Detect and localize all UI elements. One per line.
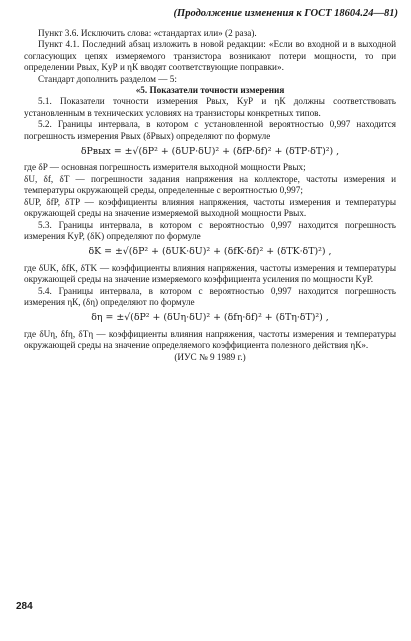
paragraph: Стандарт дополнить разделом — 5: xyxy=(38,73,177,84)
document-body xyxy=(24,28,396,363)
paragraph: где δP — основная погрешность измерителя выходной мощности Pвых; xyxy=(24,162,306,173)
paragraph: 5.3. Границы интервала, в котором с вероятностью 0,997 находится погрешность измерения KуР, (δK) определяют по формуле xyxy=(24,219,396,241)
running-header: (Продолжение изменения к ГОСТ 18604.24—81) xyxy=(173,8,398,19)
paragraph: 5.1. Показатели точности измерения Pвых, KуР и ηК должны соответствовать установленным в технических условиях на транзисторы конкретных типов. xyxy=(24,96,396,118)
paragraph: Пункт 3.6. Исключить слова: «стандартах или» (2 раза). xyxy=(38,28,257,38)
paragraph: δUP, δfP, δTP — коэффициенты влияния напряжения, частоты измерения и температуры окружающей среды на значение измеряемой выходной мощности Pвых. xyxy=(24,196,396,219)
section-heading: «5. Показатели точности измерения xyxy=(135,85,285,96)
paragraph: где δUη, δfη, δTη — коэффициенты влияния напряжения, частоты измерения и температуры окружающей среды на значение определяемого коэффициента полезного действия ηК». xyxy=(24,328,396,351)
paragraph: 5.4. Границы интервала, в котором с вероятностью 0,997 находится погрешность измерения ηК, (δη) определяют по формуле xyxy=(24,285,396,307)
paragraph: δU, δf, δT — погрешности задания напряжения на коллекторе, частоты измерения и температуры окружающей среды, определенные с вероятностью 0,997; xyxy=(24,173,396,196)
paragraph: где δUK, δfK, δTK — коэффициенты влияния напряжения, частоты измерения и температуры окружающей среды на значение измеряемого коэффициента усиления по мощности KуР. xyxy=(24,262,396,285)
formula: δPвых = ±√(δP² + (δUP·δU)² + (δfP·δf)² + (δTP·δT)²) , xyxy=(80,146,340,158)
paragraph: Пункт 4.1. Последний абзац изложить в новой редакции: «Если во входной и в выходной согласующих цепях измеряемого транзистора возникают потери мощности, то при определении Pвых, KуР и ηК вводят соответствующие поправки». xyxy=(24,39,396,73)
formula: δK = ±√(δP² + (δUK·δU)² + (δfK·δf)² + (δTK·δT)²) , xyxy=(88,246,332,258)
paragraph: 5.2. Границы интервала, в котором с установленной вероятностью 0,997 находится погрешность измерения Pвых (δPвых) определяют по формуле xyxy=(24,119,396,141)
formula: δη = ±√(δP² + (δUη·δU)² + (δfη·δf)² + (δTη·δT)²) , xyxy=(91,312,329,324)
source-reference: (ИУС № 9 1989 г.) xyxy=(174,351,246,362)
page-number: 284 xyxy=(16,601,33,612)
